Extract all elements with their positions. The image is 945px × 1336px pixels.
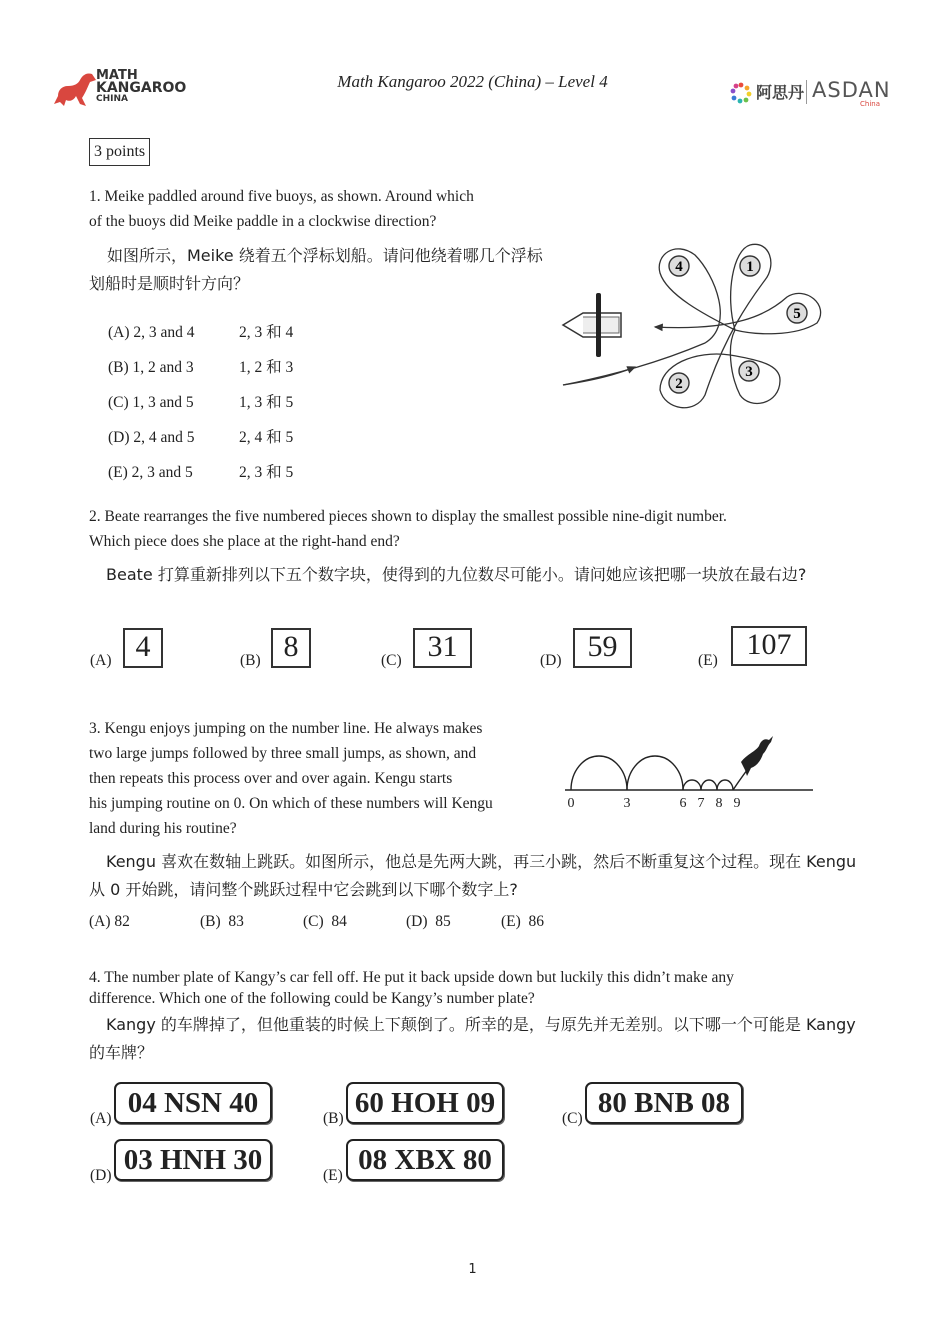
tick-0: 0 (567, 796, 575, 811)
q3-text-en: 3. Kengu enjoys jumping on the number line. He always makes two large jumps followed by three small jumps, as shown, and then repeats this process over and over again. Kengu starts his jumping routine on 0. On which of these numbers will Kengu land during his routine? (89, 720, 493, 837)
kangaroo-icon (741, 736, 773, 776)
q3-option-b[interactable]: (B) 83 (200, 913, 244, 930)
logo-line-math: MATH (96, 68, 138, 83)
asdan-logo (730, 78, 890, 110)
logo-line-china: CHINA (96, 94, 128, 104)
tick-7: 7 (697, 796, 705, 811)
tick-8: 8 (715, 796, 723, 811)
asdan-sub: China (860, 100, 880, 108)
paddle-icon (596, 293, 601, 357)
q3-option-e[interactable]: (E) 86 (501, 913, 545, 930)
plate-b: 60 HOH 09 (346, 1082, 504, 1124)
plate-a: 04 NSN 40 (114, 1082, 272, 1124)
q3-option-c[interactable]: (C) 84 (303, 913, 347, 930)
buoy-4 (669, 256, 689, 276)
asdan-divider (806, 80, 807, 104)
q3-option-d[interactable]: (D) 85 (406, 913, 451, 930)
q2-text-en: 2. Beate rearranges the five numbered pieces shown to display the smallest possible nine-digit number. Which piece does she place at the right-hand end? (89, 508, 727, 550)
q4-text-en: 4. The number plate of Kangy’s car fell off. He put it back upside down but luckily this didn’t make any difference. Which one of the following could be Kangy’s number plate? (89, 969, 734, 1007)
q1-text-zh: 如图所示，Meike 绕着五个浮标划船。请问他绕着哪几个浮标 划船时是顺时针方向？ (89, 246, 543, 293)
q1-option-a[interactable]: (A) 2, 3 and 4 2, 3 和 4 (108, 324, 294, 341)
tick-9: 9 (733, 796, 741, 811)
q1-options (108, 320, 293, 495)
q1-option-e[interactable]: (E) 2, 3 and 5 2, 3 和 5 (108, 464, 294, 481)
plate-c: 80 BNB 08 (585, 1082, 743, 1124)
buoy-2 (669, 373, 689, 393)
plate-e: 08 XBX 80 (346, 1139, 504, 1181)
plate-d: 03 HNH 30 (114, 1139, 272, 1181)
svg-text:5: 5 (793, 306, 801, 322)
page-number: 1 (468, 1262, 477, 1277)
buoy-1 (740, 256, 760, 276)
q1-option-d[interactable]: (D) 2, 4 and 5 2, 4 和 5 (108, 429, 294, 446)
svg-text:2: 2 (675, 376, 683, 392)
q3-option-a[interactable]: (A) 82 (89, 913, 130, 930)
q1-option-b[interactable]: (B) 1, 2 and 3 1, 2 和 3 (108, 359, 294, 376)
asdan-en: ASDAN (812, 78, 891, 102)
q1-buoy-figure (555, 235, 830, 415)
tick-3: 3 (623, 796, 631, 811)
q1-text-en: 1. Meike paddled around five buoys, as shown. Around which of the buoys did Meike paddle in a clockwise direction? (89, 188, 474, 230)
buoy-5 (787, 303, 807, 323)
asdan-flower-icon (730, 82, 752, 104)
q4-text-zh: Kangy 的车牌掉了，但他重装的时候上下颠倒了。所幸的是，与原先并无差别。以下哪一个可能是 Kangy 的车牌？ (89, 1015, 856, 1062)
q2-text-zh: Beate 打算重新排列以下五个数字块，使得到的九位数尽可能小。请问她应该把哪一块放在最右边? (106, 565, 807, 584)
q3-number-line-figure (555, 732, 820, 814)
q1-option-c[interactable]: (C) 1, 3 and 5 1, 3 和 5 (108, 394, 294, 411)
page-title: Math Kangaroo 2022 (China) – Level 4 (337, 72, 608, 91)
tick-6: 6 (679, 796, 687, 811)
svg-text:4: 4 (675, 259, 683, 275)
buoy-3 (739, 361, 759, 381)
section-points-label: 3 points (89, 138, 150, 166)
logo-line-kangaroo: KANGAROO (96, 80, 187, 96)
svg-text:3: 3 (745, 364, 753, 380)
q3-text-zh: Kengu 喜欢在数轴上跳跃。如图所示，他总是先两大跳，再三小跳，然后不断重复这个过程。现在 Kengu 从 0 开始跳，请问整个跳跃过程中它会跳到以下哪个数字上? (89, 852, 857, 899)
asdan-cn: 阿思丹 (756, 83, 805, 102)
svg-text:1: 1 (746, 259, 754, 275)
